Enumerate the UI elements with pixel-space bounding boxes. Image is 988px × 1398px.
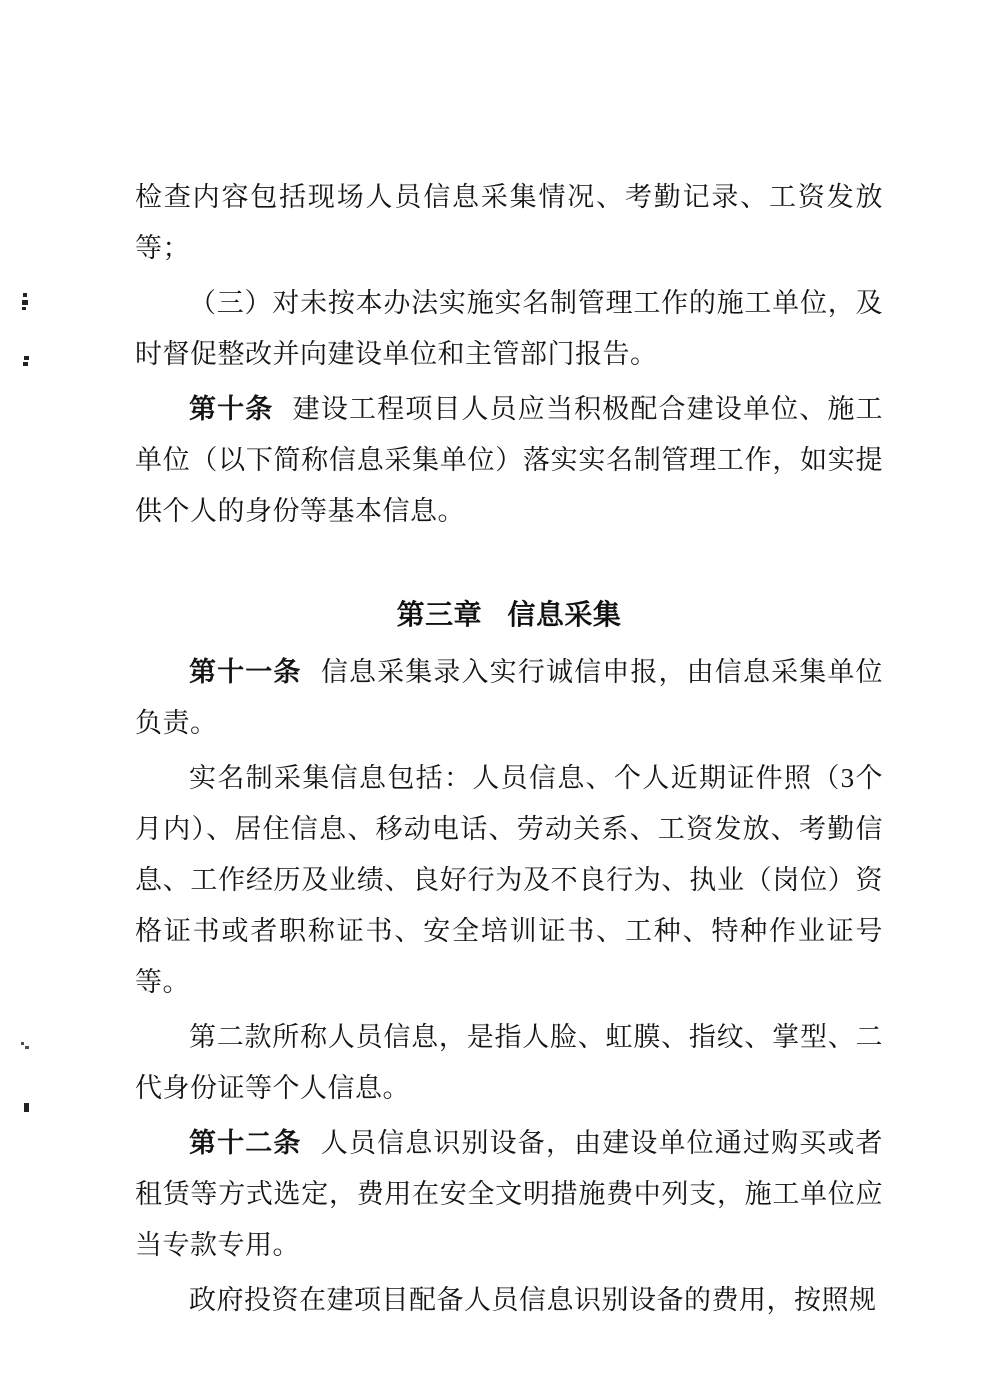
paragraph-article-12 [135,1118,883,1271]
paragraph-text: 检查内容包括现场人员信息采集情况、考勤记录、工资发放等； [135,182,883,263]
article-text: 建设工程项目人员应当积极配合建设单位、施工单位（以下简称信息采集单位）落实实名制管理工作，如实提供个人的身份等基本信息。 [135,394,884,526]
article-text: 人员信息识别设备，由建设单位通过购买或者租赁等方式选定，费用在安全文明措施费中列支，施工单位应当专款专用。 [135,1128,884,1260]
paragraph-text: （三）对未按本办法实施实名制管理工作的施工单位，及时督促整改并向建设单位和主管部门报告。 [135,288,883,369]
paragraph-item-three [135,278,883,380]
article-number: 第十二条 [189,1128,302,1158]
paragraph-article-10 [135,384,883,537]
article-text: 信息采集录入实行诚信申报，由信息采集单位负责。 [135,657,884,738]
paragraph-inspection-content [135,172,883,274]
chapter-number: 第三章 [396,600,483,631]
article-number: 第十条 [189,394,274,424]
scan-speck [23,356,29,366]
paragraph-text: 第二款所称人员信息，是指人脸、虹膜、指纹、掌型、二代身份证等个人信息。 [135,1022,883,1103]
paragraph-text: 实名制采集信息包括：人员信息、个人近期证件照（3个月内）、居住信息、移动电话、劳动关系、工资发放、考勤信息、工作经历及业绩、良好行为及不良行为、执业（岗位）资格证书或者职称证书、安全培训证书、工种、特种作业证号等。 [135,763,883,997]
paragraph-text: 政府投资在建项目配备人员信息识别设备的费用，按照规 [189,1285,877,1315]
document-body [135,172,883,1330]
scan-speck [24,1103,29,1112]
paragraph-collected-info [135,753,883,1008]
article-number: 第十一条 [189,657,302,687]
paragraph-article-11 [135,647,883,749]
paragraph-government-investment [135,1275,883,1326]
scan-speck [22,293,30,311]
chapter-heading [135,590,883,641]
paragraph-personnel-info-definition [135,1012,883,1114]
scan-speck [21,1042,29,1050]
chapter-title: 信息采集 [507,600,622,631]
